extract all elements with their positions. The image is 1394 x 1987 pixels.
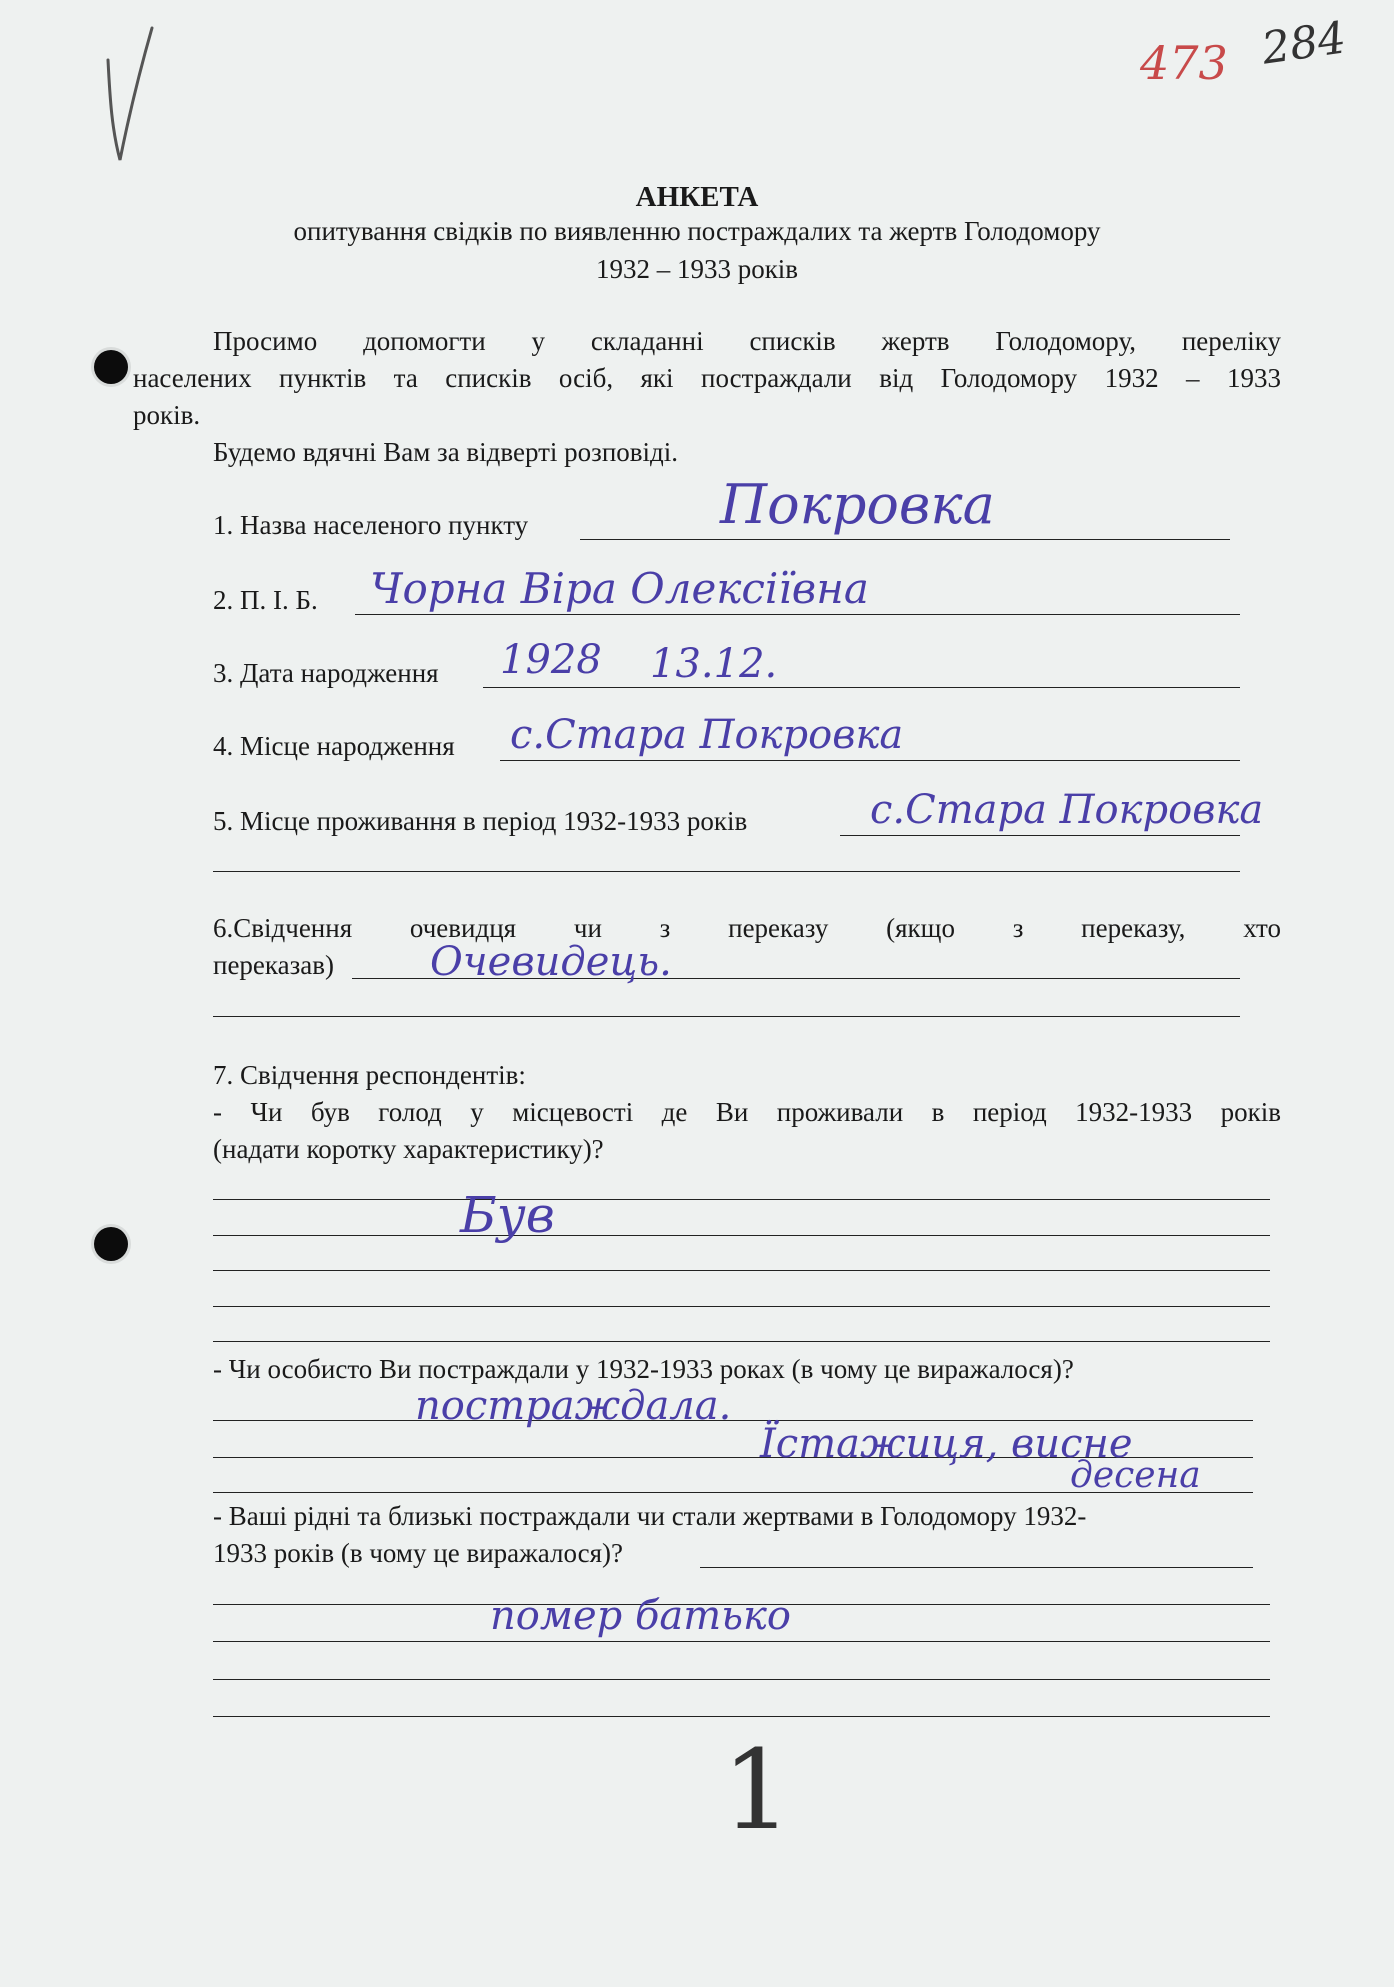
answer-line: [213, 1199, 1270, 1200]
name-line: [355, 614, 1240, 615]
answer-line: [213, 1235, 1270, 1236]
intro-text-line: років.: [133, 400, 201, 430]
birthdate-year: 1928: [500, 637, 602, 683]
intro-text-line: населених пунктів та списків осіб, які постраждали від Голодомору 1932 – 1933: [133, 363, 1281, 393]
form-subtitle: опитування свідків по виявленню постраждалих та жертв Голодомору: [293, 216, 1101, 246]
punch-hole: [94, 350, 128, 384]
birthplace-label: 4. Місце народження: [213, 731, 455, 761]
form-title: АНКЕТА: [635, 181, 759, 213]
birthdate-label: 3. Дата народження: [213, 658, 439, 688]
residence-line-extra: [213, 871, 1240, 872]
question-1: - Чи був голод у місцевості де Ви проживали в період 1932-1933 років: [213, 1097, 1281, 1127]
name-label: 2. П. І. Б.: [213, 585, 318, 615]
archive-number-alt: 284: [1258, 12, 1350, 75]
testimony-label: 6.Свідчення очевидця чи з переказу (якщо з переказу, хто: [213, 913, 1281, 943]
testimony-value: Очевидець.: [430, 939, 672, 985]
thanks-text: Будемо вдячні Вам за відверті розповіді.: [213, 437, 679, 467]
punch-hole: [94, 1227, 128, 1261]
section-label: 7. Свідчення респондентів:: [213, 1060, 526, 1090]
answer-line: [213, 1270, 1270, 1271]
residence-label: 5. Місце проживання в період 1932-1933 років: [213, 806, 748, 836]
question-2-answer-cont2: десена: [1070, 1455, 1201, 1496]
question-3-answer: помер батько: [490, 1593, 791, 1639]
birthdate-day: 13.12.: [650, 641, 778, 687]
residence-line: [840, 835, 1240, 836]
question-3-line2: 1933 років (в чому це виражалося)?: [213, 1538, 624, 1568]
birthplace-value: с.Стара Покровка: [510, 712, 904, 758]
birthplace-line: [500, 760, 1240, 761]
page-number: 1: [722, 1726, 792, 1854]
question-2: - Чи особисто Ви постраждали у 1932-1933 роках (в чому це виражалося)?: [213, 1354, 1074, 1384]
question-1-answer: Був: [460, 1186, 555, 1244]
answer-line: [213, 1341, 1270, 1342]
testimony-line-extra: [213, 1016, 1240, 1017]
answer-line: [700, 1567, 1253, 1568]
form-subtitle-years: 1932 – 1933 років: [595, 254, 799, 284]
residence-value: с.Стара Покровка: [870, 787, 1264, 833]
question-2-answer-cont: Їстажиця, висне: [760, 1421, 1133, 1467]
question-3: - Ваші рідні та близькі постраждали чи стали жертвами в Голодомору 1932-: [213, 1501, 1087, 1531]
answer-line: [213, 1306, 1270, 1307]
question-1-line2: (надати коротку характеристику)?: [213, 1134, 604, 1164]
intro-text-line: Просимо допомогти у складанні списків жертв Голодомору, переліку: [213, 326, 1281, 356]
answer-line: [213, 1716, 1270, 1717]
name-value: Чорна Віра Олексіївна: [370, 564, 869, 613]
birthdate-line: [483, 687, 1240, 688]
settlement-label: 1. Назва населеного пункту: [213, 510, 529, 540]
testimony-label-line2: переказав): [213, 950, 334, 980]
settlement-value: Покровка: [720, 473, 995, 536]
answer-line: [213, 1641, 1270, 1642]
answer-line: [213, 1679, 1270, 1680]
settlement-line: [580, 539, 1230, 540]
check-mark-icon: [90, 20, 160, 170]
question-2-answer: постраждала.: [415, 1383, 732, 1429]
archive-number: 473: [1140, 36, 1228, 90]
